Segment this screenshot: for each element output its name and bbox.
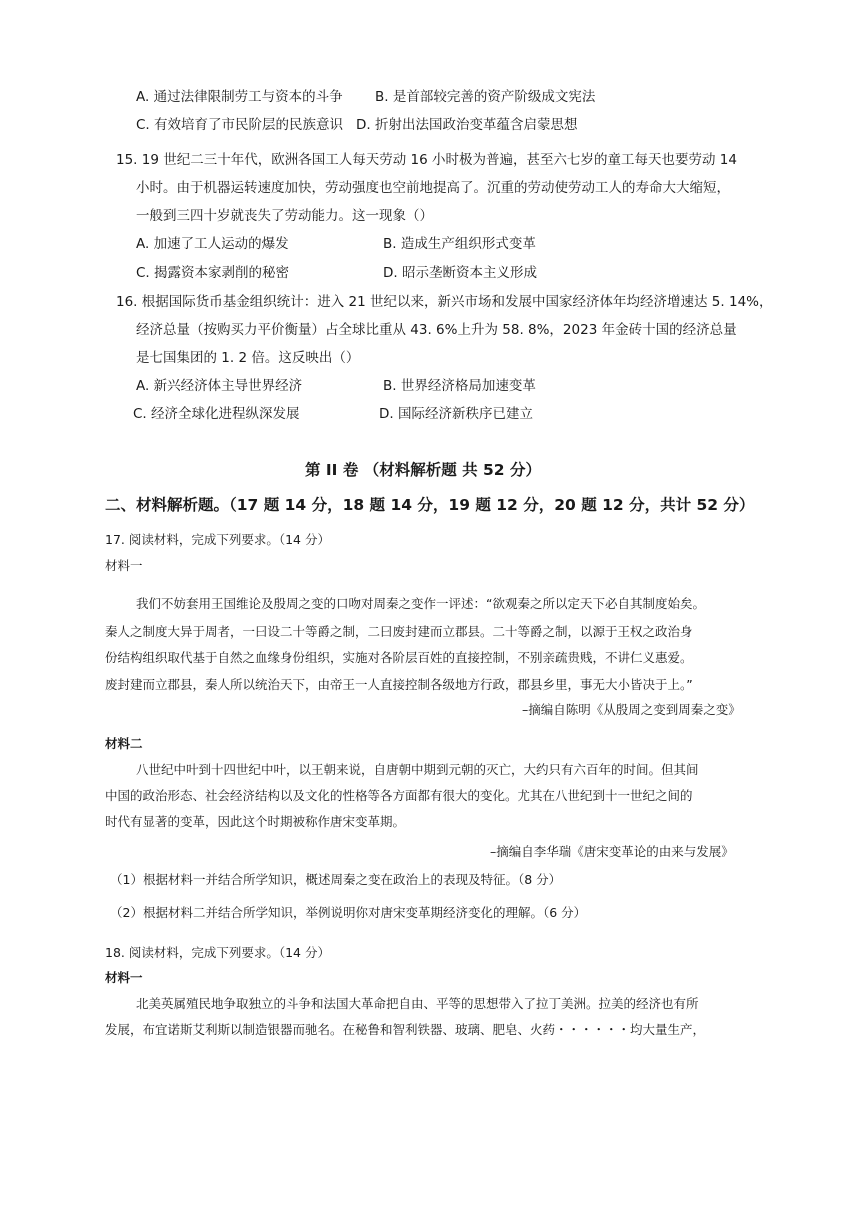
q17-material-1-label: 材料一 xyxy=(105,558,143,573)
q17-material-2-line-2: 中国的政治形态、社会经济结构以及文化的性格等各方面都有很大的变化。尤其在八世纪到十一世纪之间的 xyxy=(105,788,693,803)
q16-option-b: B. 世界经济格局加速变革 xyxy=(383,378,536,394)
q15-option-b: B. 造成生产组织形式变革 xyxy=(383,236,536,252)
q17-intro: 17. 阅读材料，完成下列要求。（14 分） xyxy=(105,532,330,547)
q18-material-1-line-1: 北美英属殖民地争取独立的斗争和法国大革命把自由、平等的思想带入了拉丁美洲。拉美的经济也有所 xyxy=(136,996,699,1011)
q18-intro: 18. 阅读材料，完成下列要求。（14 分） xyxy=(105,945,330,960)
section-heading: 二、材料解析题。（17 题 14 分，18 题 14 分，19 题 12 分，20 题 12 分，共计 52 分） xyxy=(105,496,755,514)
q17-material-1-line-1: 我们不妨套用王国维论及殷周之变的口吻对周秦之变作一评述：“欲观秦之所以定天下必自其制度始矣。 xyxy=(136,596,705,611)
q15-stem-line-2: 小时。由于机器运转速度加快，劳动强度也空前地提高了。沉重的劳动使劳动工人的寿命大大缩短， xyxy=(136,180,730,196)
q14-option-b: B. 是首部较完善的资产阶级成文宪法 xyxy=(375,89,596,105)
q15-stem-line-1: 15. 19 世纪二三十年代，欧洲各国工人每天劳动 16 小时极为普遍，甚至六七岁的童工每天也要劳动 14 xyxy=(116,152,737,168)
q16-stem-line-3: 是七国集团的 1. 2 倍。这反映出（） xyxy=(136,350,360,366)
q15-option-d: D. 昭示垄断资本主义形成 xyxy=(383,265,537,281)
q17-material-2-label: 材料二 xyxy=(105,736,143,751)
q16-option-a: A. 新兴经济体主导世界经济 xyxy=(136,378,303,394)
q16-stem-line-2: 经济总量（按购买力平价衡量）占全球比重从 43. 6%上升为 58. 8%，2023 年金砖十国的经济总量 xyxy=(136,322,737,338)
q17-material-1-line-4: 废封建而立郡县，秦人所以统治天下，由帝王一人直接控制各级地方行政，郡县乡里，事无大小皆决于上。” xyxy=(105,677,693,692)
q17-material-2-line-3: 时代有显著的变革，因此这个时期被称作唐宋变革期。 xyxy=(105,814,406,829)
q16-stem-line-1: 16. 根据国际货币基金组织统计：进入 21 世纪以来，新兴市场和发展中国家经济体年均经济增速达 5. 14%， xyxy=(116,294,773,310)
q17-material-2-line-1: 八世纪中叶到十四世纪中叶，以王朝来说，自唐朝中期到元朝的灭亡，大约只有六百年的时间。但其间 xyxy=(136,762,699,777)
q15-stem-line-3: 一般到三四十岁就丧失了劳动能力。这一现象（） xyxy=(136,208,433,224)
q17-question-1: （1）根据材料一并结合所学知识，概述周秦之变在政治上的表现及特征。（8 分） xyxy=(110,872,562,887)
q18-material-1-line-2: 发展，布宜诺斯艾利斯以制造银器而驰名。在秘鲁和智利铁器、玻璃、肥皂、火药・・・・・・均大量生产， xyxy=(105,1022,706,1037)
q16-option-c: C. 经济全球化进程纵深发展 xyxy=(133,406,300,422)
q16-option-d: D. 国际经济新秩序已建立 xyxy=(379,406,533,422)
q17-material-1-line-2: 秦人之制度大异于周者，一曰设二十等爵之制，二曰废封建而立郡县。二十等爵之制，以源于王权之政治身 xyxy=(105,624,693,639)
q14-option-a: A. 通过法律限制劳工与资本的斗争 xyxy=(136,89,343,105)
q17-question-2: （2）根据材料二并结合所学知识，举例说明你对唐宋变革期经济变化的理解。（6 分） xyxy=(110,905,587,920)
q14-option-c: C. 有效培育了市民阶层的民族意识 xyxy=(136,117,344,133)
q15-option-c: C. 揭露资本家剥削的秘密 xyxy=(136,265,290,281)
section-title: 第 II 卷 （材料解析题 共 52 分） xyxy=(305,461,541,479)
q14-option-d: D. 折射出法国政治变革蕴含启蒙思想 xyxy=(356,117,578,133)
q17-material-2-source: –摘编自李华瑞《唐宋变革论的由来与发展》 xyxy=(490,844,734,859)
q17-material-1-source: –摘编自陈明《从殷周之变到周秦之变》 xyxy=(522,702,741,717)
q17-material-1-line-3: 份结构组织取代基于自然之血缘身份组织，实施对各阶层百姓的直接控制，不别亲疏贵贱，不讲仁义惠爱。 xyxy=(105,650,693,665)
q15-option-a: A. 加速了工人运动的爆发 xyxy=(136,236,289,252)
q18-material-1-label: 材料一 xyxy=(105,970,143,985)
